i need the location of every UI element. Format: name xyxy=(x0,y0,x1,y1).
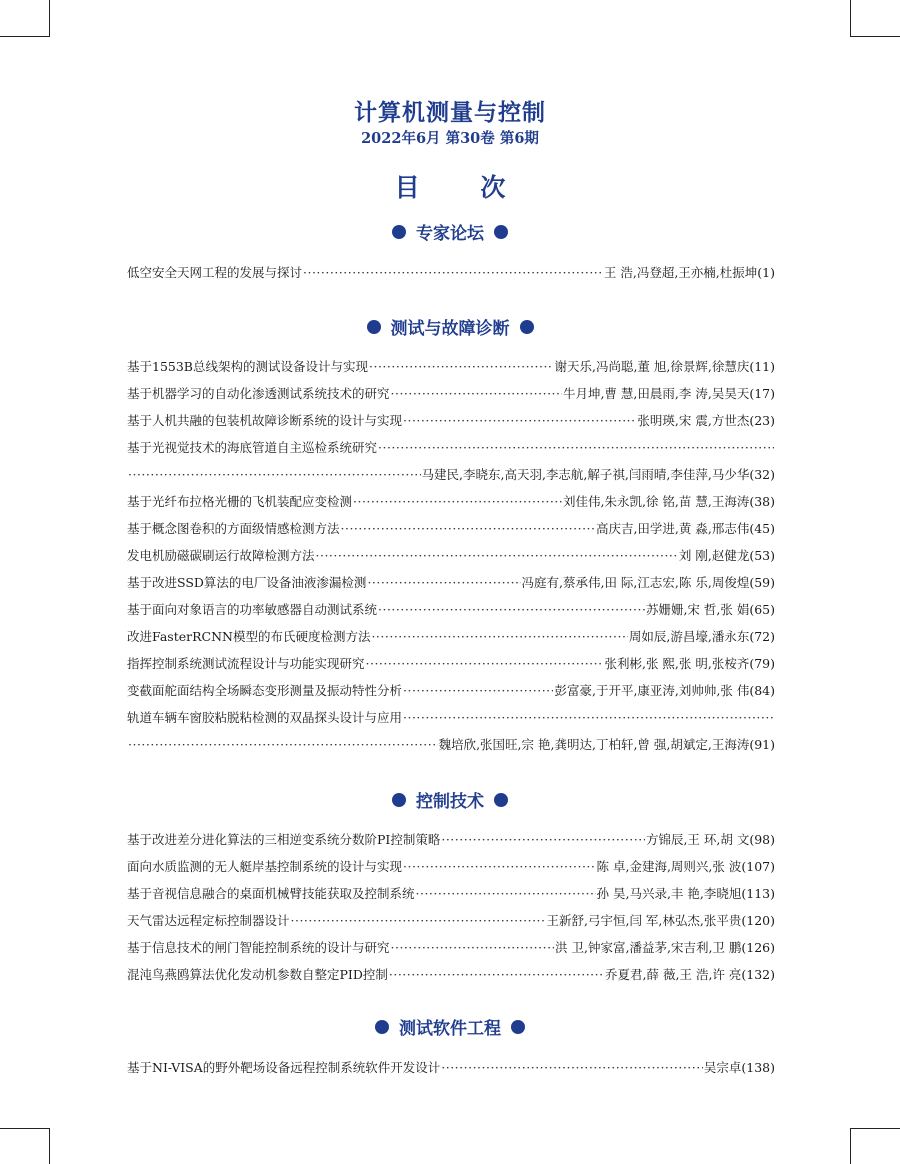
dot-leader xyxy=(378,436,774,460)
bullet-dot-icon xyxy=(392,225,406,239)
dot-leader xyxy=(416,882,596,906)
crop-mark xyxy=(49,0,50,37)
section-heading xyxy=(0,787,900,812)
article-title: 基于光纤布拉格光栅的飞机装配应变检测 xyxy=(127,494,353,509)
journal-title: 计算机测量与控制 xyxy=(354,100,546,126)
dot-leader xyxy=(403,706,774,730)
article-title: 变截面舵面结构全场瞬态变形测量及振动特性分析 xyxy=(127,683,403,698)
dot-leader xyxy=(316,544,678,568)
section-heading xyxy=(0,1014,900,1039)
dot-leader xyxy=(441,1056,703,1080)
article-authors: 彭富豪,于开平,康亚涛,刘帅帅,张 伟(84) xyxy=(554,683,775,698)
dot-leader xyxy=(371,625,627,649)
article-authors: 洪 卫,钟家富,潘益茅,宋吉利,卫 鹏(126) xyxy=(555,940,775,955)
toc-entry[interactable] xyxy=(127,571,775,595)
toc-entry[interactable] xyxy=(127,936,775,960)
toc-heading: 目 次 xyxy=(394,173,532,202)
crop-mark xyxy=(0,36,49,37)
article-title: 改进FasterRCNN模型的布氏硬度检测方法 xyxy=(127,629,371,644)
article-authors: 张明瑛,宋 震,方世杰(23) xyxy=(637,413,775,428)
issue-info: 2022年6月 第30卷 第6期 xyxy=(361,130,539,147)
section-title: 测试与故障诊断 xyxy=(390,319,510,339)
crop-mark xyxy=(850,1128,900,1129)
toc-entry[interactable] xyxy=(127,382,775,406)
section-title: 专家论坛 xyxy=(416,224,484,244)
toc-entry[interactable] xyxy=(127,706,775,730)
article-authors: 谢天乐,冯尚聪,董 旭,徐景辉,徐慧庆(11) xyxy=(554,359,775,374)
toc-entry[interactable] xyxy=(127,963,775,987)
toc-entry[interactable] xyxy=(127,409,775,433)
crop-mark xyxy=(850,36,900,37)
crop-mark xyxy=(0,1128,49,1129)
article-authors: 冯庭有,蔡承伟,田 际,江志宏,陈 乐,周俊煌(59) xyxy=(521,575,775,590)
article-title: 基于改进差分进化算法的三相逆变系统分数阶PI控制策略 xyxy=(127,832,441,847)
dot-leader xyxy=(391,936,555,960)
article-title: 基于光视觉技术的海底管道自主巡检系统研究 xyxy=(127,440,378,455)
toc-entry-continued[interactable] xyxy=(127,463,775,487)
dot-leader xyxy=(303,261,603,285)
dot-leader xyxy=(403,855,596,879)
toc-entry[interactable] xyxy=(127,828,775,852)
article-title: 基于概念图卷积的方面级情感检测方法 xyxy=(127,521,340,536)
bullet-dot-icon xyxy=(494,793,508,807)
article-title: 基于信息技术的闸门智能控制系统的设计与研究 xyxy=(127,940,390,955)
article-title: 指挥控制系统测试流程设计与功能实现研究 xyxy=(127,656,365,671)
article-title: 基于音视信息融合的桌面机械臂技能获取及控制系统 xyxy=(127,886,415,901)
toc-entry[interactable] xyxy=(127,355,775,379)
article-authors: 牛月坤,曹 慧,田晨雨,李 涛,吴昊天(17) xyxy=(562,386,775,401)
article-authors: 马建民,李晓东,高天羽,李志航,解子祺,闫雨晴,李佳萍,马少华(32) xyxy=(421,467,775,482)
toc-entry[interactable] xyxy=(127,261,775,285)
article-title: 发电机励磁碳刷运行故障检测方法 xyxy=(127,548,315,563)
dot-leader xyxy=(391,382,562,406)
toc-entry[interactable] xyxy=(127,517,775,541)
bullet-dot-icon xyxy=(367,320,381,334)
dot-leader xyxy=(389,963,604,987)
toc-entry[interactable] xyxy=(127,436,775,460)
article-title: 基于NI-VISA的野外靶场设备远程控制系统软件开发设计 xyxy=(127,1060,441,1075)
toc-entry[interactable] xyxy=(127,598,775,622)
dot-leader xyxy=(369,355,553,379)
toc-entry[interactable] xyxy=(127,882,775,906)
article-title: 低空安全天网工程的发展与探讨 xyxy=(127,265,303,280)
toc-entry[interactable] xyxy=(127,490,775,514)
crop-mark xyxy=(850,0,851,37)
crop-mark xyxy=(49,1128,50,1164)
article-title: 轨道车辆车窗胶粘脱粘检测的双晶探头设计与应用 xyxy=(127,710,403,725)
bullet-dot-icon xyxy=(375,1020,389,1034)
dot-leader xyxy=(403,409,636,433)
section-title: 测试软件工程 xyxy=(399,1019,501,1039)
article-title: 基于面向对象语言的功率敏感器自动测试系统 xyxy=(127,602,378,617)
bullet-dot-icon xyxy=(511,1020,525,1034)
article-authors: 吴宗卓(138) xyxy=(703,1060,775,1075)
dot-leader xyxy=(353,490,562,514)
article-authors: 孙 昊,马兴录,丰 艳,李晓旭(113) xyxy=(596,886,775,901)
article-authors: 陈 卓,金建海,周则兴,张 波(107) xyxy=(596,859,775,874)
article-title: 基于人机共融的包装机故障诊断系统的设计与实现 xyxy=(127,413,403,428)
toc-entry[interactable] xyxy=(127,652,775,676)
dot-leader xyxy=(367,571,520,595)
toc-entry-continued[interactable] xyxy=(127,733,775,757)
article-authors: 苏姗姗,宋 哲,张 娟(65) xyxy=(645,602,775,617)
bullet-dot-icon xyxy=(494,225,508,239)
article-authors: 王 浩,冯登超,王亦楠,杜振坤(1) xyxy=(603,265,775,280)
dot-leader xyxy=(378,598,645,622)
toc-entry[interactable] xyxy=(127,909,775,933)
dot-leader xyxy=(366,652,604,676)
dot-leader xyxy=(128,463,421,487)
article-title: 基于改进SSD算法的电厂设备油液渗漏检测 xyxy=(127,575,367,590)
article-authors: 乔夏君,薛 薇,王 浩,许 亮(132) xyxy=(605,967,775,982)
bullet-dot-icon xyxy=(392,793,406,807)
dot-leader xyxy=(403,679,553,703)
article-authors: 魏培欣,张国旺,宗 艳,龚明达,丁柏轩,曾 强,胡斌定,王海涛(91) xyxy=(438,737,775,752)
article-title: 基于机器学习的自动化渗透测试系统技术的研究 xyxy=(127,386,390,401)
section-heading xyxy=(0,314,900,339)
article-authors: 王新舒,弓宇恒,闫 军,林弘杰,张平贵(120) xyxy=(546,913,775,928)
bullet-dot-icon xyxy=(520,320,534,334)
article-authors: 高庆吉,田学进,黄 淼,邢志伟(45) xyxy=(595,521,775,536)
dot-leader xyxy=(128,733,438,757)
toc-entry[interactable] xyxy=(127,855,775,879)
toc-entry[interactable] xyxy=(127,544,775,568)
article-authors: 方锦辰,王 环,胡 文(98) xyxy=(645,832,775,847)
toc-entry[interactable] xyxy=(127,679,775,703)
article-authors: 刘佳伟,朱永凯,徐 铭,苗 慧,王海涛(38) xyxy=(562,494,775,509)
dot-leader xyxy=(341,517,595,541)
toc-entry[interactable] xyxy=(127,625,775,649)
toc-entry[interactable] xyxy=(127,1056,775,1080)
section-heading xyxy=(0,219,900,244)
section-title: 控制技术 xyxy=(416,792,484,812)
article-authors: 张利彬,张 熙,张 明,张桉齐(79) xyxy=(604,656,775,671)
crop-mark xyxy=(850,1128,851,1164)
article-title: 基于1553B总线架构的测试设备设计与实现 xyxy=(127,359,368,374)
article-authors: 周如辰,游昌壕,潘永东(72) xyxy=(628,629,775,644)
dot-leader xyxy=(441,828,645,852)
article-authors: 刘 刚,赵健龙(53) xyxy=(678,548,775,563)
article-title: 混沌鸟燕鸥算法优化发动机参数自整定PID控制 xyxy=(127,967,388,982)
article-title: 天气雷达远程定标控制器设计 xyxy=(127,913,290,928)
dot-leader xyxy=(291,909,546,933)
article-title: 面向水质监测的无人艇岸基控制系统的设计与实现 xyxy=(127,859,403,874)
